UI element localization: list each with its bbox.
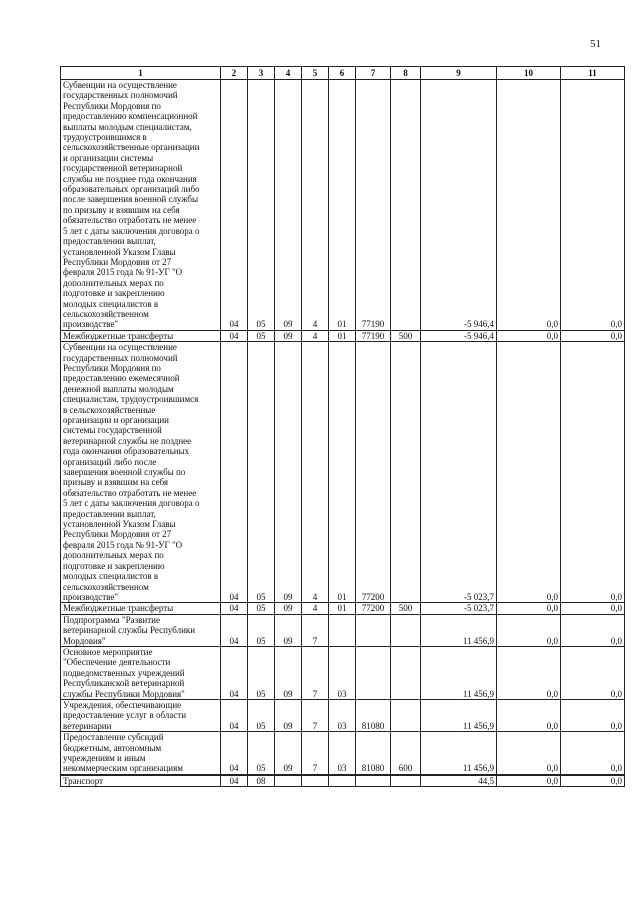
cell-vr: [391, 699, 421, 731]
cell-pr: 05: [248, 80, 275, 331]
cell-direction: [356, 646, 391, 699]
col-header-2: 2: [221, 67, 248, 80]
col-header-1: 1: [61, 67, 221, 80]
cell-direction: 77200: [356, 342, 391, 603]
cell-amount-2: 0,0: [497, 330, 561, 341]
cell-direction: [356, 775, 391, 787]
table-row: [61, 775, 625, 787]
cell-amount-3: 0,0: [561, 603, 625, 614]
cell-amount-2: 0,0: [497, 603, 561, 614]
cell-subprogram: 4: [302, 80, 329, 331]
cell-vr: [391, 80, 421, 331]
cell-rz: 04: [221, 330, 248, 341]
cell-amount-3: 0,0: [561, 646, 625, 699]
cell-amount: -5 946,4: [421, 330, 497, 341]
row-name: Подпрограмма "Развитие ветеринарной службы Республики Мордовия": [61, 614, 221, 646]
cell-amount-2: 0,0: [497, 732, 561, 775]
col-header-9: 9: [421, 67, 497, 80]
cell-pr: 05: [248, 614, 275, 646]
cell-pr: 05: [248, 342, 275, 603]
cell-amount: 44,5: [421, 775, 497, 787]
cell-amount-3: 0,0: [561, 732, 625, 775]
table-row: [61, 330, 625, 341]
cell-rz: 04: [221, 603, 248, 614]
cell-program: 09: [275, 603, 302, 614]
cell-direction: 77190: [356, 330, 391, 341]
cell-subprogram: 7: [302, 699, 329, 731]
cell-program: 09: [275, 699, 302, 731]
row-name: Межбюджетные трансферты: [61, 603, 221, 614]
cell-event: 01: [329, 80, 356, 331]
cell-vr: 600: [391, 732, 421, 775]
cell-pr: 05: [248, 732, 275, 775]
cell-vr: [391, 614, 421, 646]
cell-program: 09: [275, 732, 302, 775]
cell-direction: 77190: [356, 80, 391, 331]
row-name: Субвенции на осуществление государственных полномочий Республики Мордовия по предоставлению ежемесячной денежной выплаты молодым специалистам, трудоустроившимся в сельскохозяйственные организации и организации системы государственной ветеринарной службы не позднее года окончания образовательных организаций либо после завершения военной службы по призыву и взявшим на себя обязательство отработать не менее 5 лет с даты заключения договора о предоставлении выплат, установленной Указом Главы Республики Мордовия от 27 февраля 2015 года № 91-УГ "О дополнительных мерах по подготовке и закреплению молодых специалистов в сельскохозяйственном производстве": [61, 342, 221, 603]
cell-rz: 04: [221, 614, 248, 646]
cell-subprogram: 4: [302, 330, 329, 341]
cell-program: 09: [275, 646, 302, 699]
cell-vr: [391, 775, 421, 787]
cell-subprogram: 7: [302, 614, 329, 646]
table-row: [61, 603, 625, 614]
row-name: Предоставление субсидий бюджетным, автономным учреждениям и иным некоммерческим организациям: [61, 732, 221, 775]
cell-rz: 04: [221, 80, 248, 331]
cell-subprogram: [302, 775, 329, 787]
cell-event: 01: [329, 603, 356, 614]
row-name: Учреждения, обеспечивающие предоставление услуг в области ветеринарии: [61, 699, 221, 731]
cell-rz: 04: [221, 342, 248, 603]
cell-program: 09: [275, 614, 302, 646]
cell-subprogram: 4: [302, 342, 329, 603]
cell-amount: -5 946,4: [421, 80, 497, 331]
row-name: Транспорт: [61, 775, 221, 787]
table-row: [61, 699, 625, 731]
cell-amount-3: 0,0: [561, 614, 625, 646]
header-row: [61, 67, 625, 80]
page-number: 51: [590, 38, 601, 50]
cell-amount: 11 456,9: [421, 699, 497, 731]
cell-vr: 500: [391, 603, 421, 614]
cell-direction: 81080: [356, 732, 391, 775]
cell-event: 03: [329, 732, 356, 775]
cell-amount: 11 456,9: [421, 732, 497, 775]
cell-amount-2: 0,0: [497, 342, 561, 603]
cell-amount: -5 023,7: [421, 342, 497, 603]
cell-direction: 81080: [356, 699, 391, 731]
cell-amount-2: 0,0: [497, 646, 561, 699]
cell-program: 09: [275, 80, 302, 331]
cell-pr: 05: [248, 603, 275, 614]
table-row: [61, 646, 625, 699]
table-row: [61, 80, 625, 331]
cell-pr: 08: [248, 775, 275, 787]
cell-amount-3: 0,0: [561, 330, 625, 341]
cell-event: [329, 775, 356, 787]
cell-program: 09: [275, 342, 302, 603]
row-name: Основное мероприятие "Обеспечение деятельности подведомственных учреждений Республиканской ветеринарной службы Республики Мордовия": [61, 646, 221, 699]
cell-event: 03: [329, 646, 356, 699]
cell-amount-3: 0,0: [561, 699, 625, 731]
cell-rz: 04: [221, 775, 248, 787]
cell-program: 09: [275, 330, 302, 341]
cell-direction: 77200: [356, 603, 391, 614]
col-header-10: 10: [497, 67, 561, 80]
cell-amount-3: 0,0: [561, 342, 625, 603]
cell-subprogram: 7: [302, 732, 329, 775]
col-header-6: 6: [329, 67, 356, 80]
cell-rz: 04: [221, 699, 248, 731]
cell-amount: -5 023,7: [421, 603, 497, 614]
cell-amount-2: 0,0: [497, 614, 561, 646]
col-header-7: 7: [356, 67, 391, 80]
cell-amount-2: 0,0: [497, 699, 561, 731]
cell-subprogram: 7: [302, 646, 329, 699]
cell-event: 01: [329, 330, 356, 341]
cell-amount-2: 0,0: [497, 775, 561, 787]
cell-pr: 05: [248, 646, 275, 699]
cell-direction: [356, 614, 391, 646]
cell-pr: 05: [248, 330, 275, 341]
cell-vr: 500: [391, 330, 421, 341]
col-header-3: 3: [248, 67, 275, 80]
table-row: [61, 732, 625, 775]
col-header-8: 8: [391, 67, 421, 80]
cell-event: 01: [329, 342, 356, 603]
cell-program: [275, 775, 302, 787]
cell-rz: 04: [221, 732, 248, 775]
row-name: Субвенции на осуществление государственных полномочий Республики Мордовия по предоставлению компенсационной выплаты молодым специалистам, трудоустроившимся в сельскохозяйственные организации и организации системы государственной ветеринарной службы не позднее года окончания образовательных организаций либо после завершения военной службы по призыву и взявшим на себя обязательство отработать не менее 5 лет с даты заключения договора о предоставлении выплат, установленной Указом Главы Республики Мордовия от 27 февраля 2015 года № 91-УГ "О дополнительных мерах по подготовке и закреплению молодых специалистов в сельскохозяйственном производстве": [61, 80, 221, 331]
row-name: Межбюджетные трансферты: [61, 330, 221, 341]
cell-amount-3: 0,0: [561, 775, 625, 787]
cell-rz: 04: [221, 646, 248, 699]
cell-amount: 11 456,9: [421, 614, 497, 646]
cell-subprogram: 4: [302, 603, 329, 614]
col-header-5: 5: [302, 67, 329, 80]
col-header-11: 11: [561, 67, 625, 80]
cell-vr: [391, 646, 421, 699]
cell-pr: 05: [248, 699, 275, 731]
cell-amount-2: 0,0: [497, 80, 561, 331]
table-row: [61, 614, 625, 646]
cell-event: [329, 614, 356, 646]
cell-amount-3: 0,0: [561, 80, 625, 331]
table-row: [61, 342, 625, 603]
budget-table: [60, 66, 625, 787]
col-header-4: 4: [275, 67, 302, 80]
cell-event: 03: [329, 699, 356, 731]
cell-vr: [391, 342, 421, 603]
cell-amount: 11 456,9: [421, 646, 497, 699]
